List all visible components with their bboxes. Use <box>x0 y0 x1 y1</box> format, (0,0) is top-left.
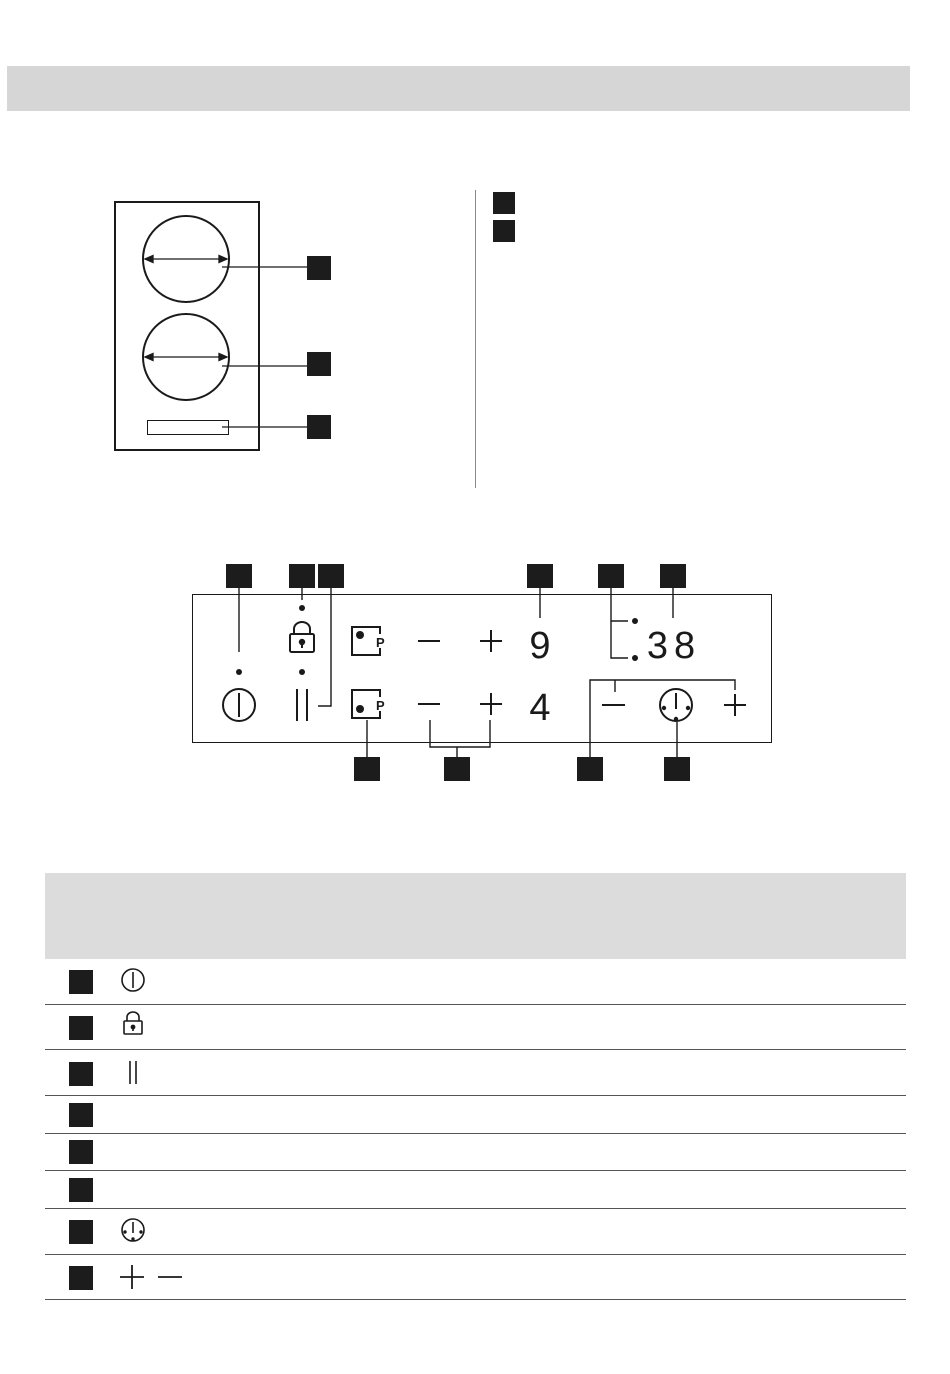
stopgo-icon <box>297 689 307 721</box>
callout-marker-front-zone <box>307 352 331 376</box>
pot-detect-icon-zone1 <box>352 627 385 655</box>
diameter-arrow-front <box>145 354 227 361</box>
table-header <box>45 873 906 959</box>
panel-callout-1 <box>226 564 252 588</box>
panel-callout-5 <box>598 564 624 588</box>
legend-marker-2 <box>493 220 515 242</box>
diameter-arrow-rear <box>145 256 227 263</box>
panel-callout-10 <box>664 757 690 781</box>
stopgo-icon <box>130 1061 136 1084</box>
lock-icon <box>290 622 314 652</box>
legend-marker-1 <box>493 192 515 214</box>
timer-display: 38 <box>646 625 702 667</box>
callout-marker-control-panel <box>307 415 331 439</box>
timer-icon <box>660 689 692 721</box>
layout-divider <box>475 190 476 488</box>
timer-zone2-dot <box>632 655 638 661</box>
lock-indicator-dot <box>299 605 305 611</box>
panel-callout-8 <box>444 757 470 781</box>
stopgo-indicator-dot <box>299 669 305 675</box>
panel-callout-9 <box>577 757 603 781</box>
table-row-icons <box>0 950 950 1310</box>
pot-detect-icon-zone2 <box>352 690 385 718</box>
power-indicator-dot <box>236 669 242 675</box>
timer-icon <box>122 1219 144 1241</box>
lock-icon <box>124 1012 142 1034</box>
panel-callout-6 <box>660 564 686 588</box>
power-icon <box>122 969 144 991</box>
timer-zone1-dot <box>632 618 638 624</box>
power-icon <box>223 689 255 721</box>
callout-marker-rear-zone <box>307 256 331 280</box>
control-panel-symbols <box>0 550 950 800</box>
zone2-level-display: 4 <box>529 687 551 729</box>
svg-text:P: P <box>376 635 385 650</box>
panel-callout-4 <box>527 564 553 588</box>
panel-callout-7 <box>354 757 380 781</box>
panel-callout-2 <box>289 564 315 588</box>
panel-callout-3 <box>318 564 344 588</box>
svg-text:P: P <box>376 698 385 713</box>
zone1-level-display: 9 <box>529 625 551 667</box>
plus-minus-icon <box>120 1265 182 1289</box>
